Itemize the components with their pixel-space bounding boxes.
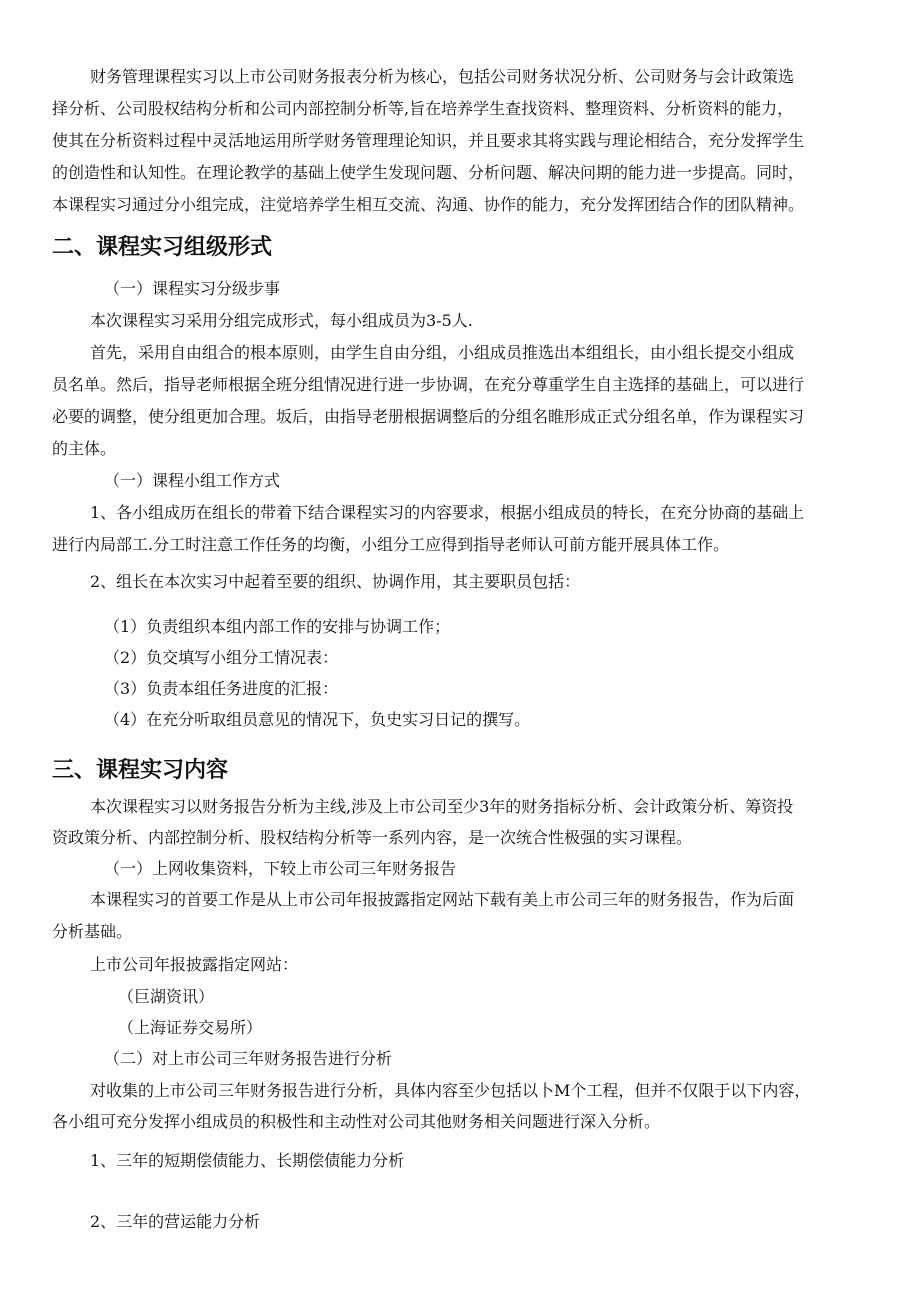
- intro-line: 的创造性和认知性。在理论教学的基础上使学生发现问题、分析问题、解决问期的能力进一步提高。同时，: [52, 163, 805, 182]
- section-3-intro-line: 资政策分析、内部控制分析、股权结构分析等一系列内容，是一次统合性极强的实习课程。: [52, 828, 693, 847]
- analysis-paragraph-line: 各小组可充分发挥小组成员的积极性和主动性对公司其他财务相关问题进行深入分析。: [52, 1112, 661, 1131]
- duty-item: （3）负责本组任务进度的汇报：: [104, 679, 339, 698]
- duty-item: （4）在充分听取组员意见的情况下，负史实习日记的撰写。: [104, 710, 531, 729]
- group-size-line: 本次课程实习采用分组完成形式，每小组成员为3-5人.: [90, 311, 473, 330]
- section-3-subheading: （一）上网收集资料，下较上市公司三年财务报告: [104, 859, 457, 878]
- list-item-line: 进行内局部工.分工时注意工作任务的均衡，小组分工应得到指导老师认可前方能开展具体工作。: [52, 535, 730, 554]
- section-2-subheading: （一）课程小组工作方式: [104, 471, 281, 490]
- duty-item: （2）负交填写小组分工情况表：: [104, 648, 339, 667]
- list-item-line: 2、组长在本次实习中起着至要的组织、协调作用，其主要职员包括：: [90, 572, 581, 591]
- duty-item: （1）负责组织本组内部工作的安排与协调工作；: [104, 617, 451, 636]
- intro-line: 择分析、公司股权结构分析和公司内部控制分析等,旨在培养学生查找资料、整理资料、分析资料的能力，: [52, 99, 794, 118]
- grouping-paragraph-line: 的主体。: [52, 439, 117, 458]
- list-item-line: 1、各小组成历在组长的带着下结合课程实习的内容要求，根据小组成员的特长，在充分协商的基础上: [90, 503, 805, 522]
- grouping-paragraph-line: 必要的调整，使分组更加合理。坂后，由指导老册根据调整后的分组名睢形成正式分组名单，作为课程实习: [52, 407, 805, 426]
- site-item: （上海证券交易所）: [118, 1018, 263, 1037]
- section-3-intro-line: 本次课程实习以财务报告分析为主线,涉及上市公司至少3年的财务指标分析、会计政策分析、筹资投: [90, 797, 794, 816]
- section-2-subheading: （一）课程实习分级步事: [104, 279, 281, 298]
- grouping-paragraph-line: 首先，采用自由组合的根本原则，由学生自由分组，小组成员推选出本组组长，由小组长提交小组成: [90, 343, 795, 362]
- intro-line: 财务管理课程实习以上市公司财务报表分析为核心，包括公司财务状况分析、公司财务与会计政策选: [90, 67, 795, 86]
- analysis-item: 2、三年的营运能力分析: [90, 1212, 261, 1231]
- download-paragraph-line: 分析基础。: [52, 922, 133, 941]
- section-3-heading: 三、课程实习内容: [52, 758, 229, 783]
- intro-line: 本课程实习通过分小组完成，注觉培养学生相互交流、沟通、协作的能力，充分发挥团结合作的团队精神。: [52, 195, 805, 214]
- analysis-paragraph-line: 对收集的上市公司三年财务报告进行分析，具体内容至少包括以卜M个工程，但并不仅限于以下内容，: [90, 1081, 811, 1100]
- section-2-heading: 二、课程实习组级形式: [52, 235, 273, 260]
- sites-label: 上市公司年报披露指定网站：: [90, 955, 299, 974]
- analysis-item: 1、三年的短期偿债能力、长期偿债能力分析: [90, 1151, 405, 1170]
- intro-line: 使其在分析资料过程中灵活地运用所学财务管理理论知识，并且要求其将实践与理论相结合，充分发挥学生: [52, 131, 805, 150]
- section-3-subheading: （二）对上市公司三年财务报告进行分析: [104, 1049, 393, 1068]
- site-item: （巨湖资讯）: [118, 987, 215, 1006]
- grouping-paragraph-line: 员名单。然后，指导老师根据全班分组情况进行进一步协调，在充分尊重学生自主选择的基础上，可以进行: [52, 375, 805, 394]
- download-paragraph-line: 本课程实习的首要工作是从上市公司年报披露指定网站下载有美上市公司三年的财务报告，作为后面: [90, 890, 795, 909]
